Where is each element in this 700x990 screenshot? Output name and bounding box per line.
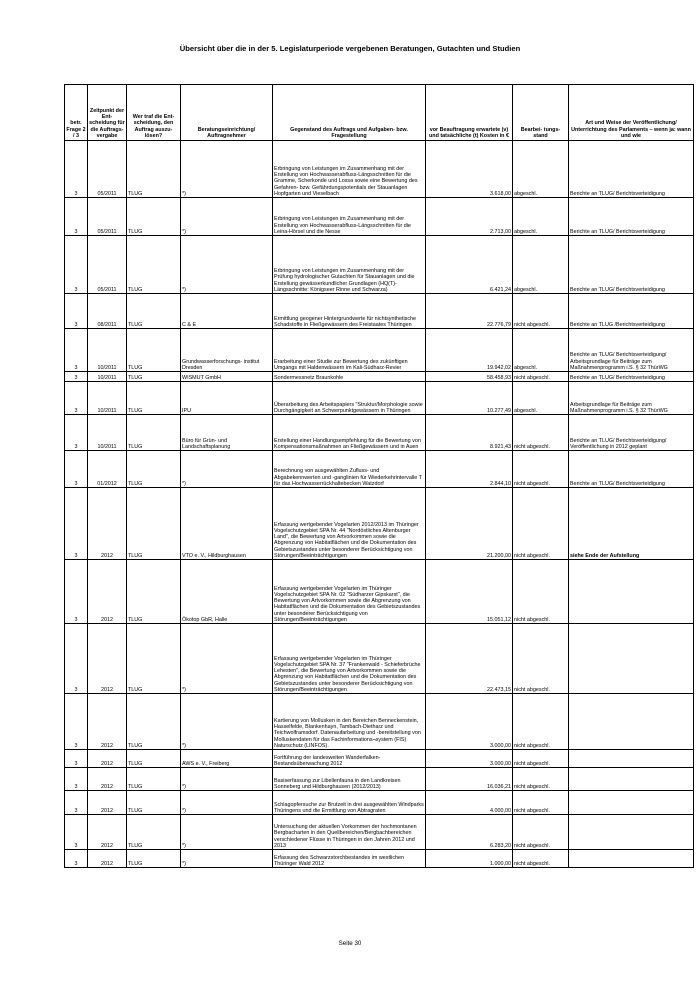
cell-kosten: 10.277,49 [426,382,513,415]
cell-veroeff: Berichte an TLUG/ Berichtsverteidigung/ Arbeitsgrundlage für Beiträge zum Maßnahmenprogramm i.S. § 32 ThürWG [569,329,694,372]
cell-veroeff: siehe Ende der Aufstellung [569,488,694,560]
cell-wer: TLUG [127,236,181,294]
header-gegenstand: Gegenstand des Auftrags und Aufgaben- bzw. Fragestellung [273,85,426,141]
cell-wer: TLUG [127,294,181,329]
cell-wer: TLUG [127,451,181,488]
cell-stand: nicht abgeschl. [513,791,569,815]
cell-veroeff [569,791,694,815]
page-title: Übersicht über die in der 5. Legislaturperiode vergebenen Beratungen, Gutachten und Studien [179,44,521,53]
cell-gegenstand: Sondermessnetz Braunkohle [273,372,426,382]
cell-stand: nicht abgeschl. [513,850,569,868]
cell-stand: nicht abgeschl. [513,815,569,850]
cell-kosten: 22.776,79 [426,294,513,329]
cell-gegenstand: Ermittlung geogener Hintergrundwerte für nichtsynthetische Schadstoffe in Fließgewässern des Freistaates Thüringen [273,294,426,329]
cell-kosten: 19.942,02 [426,329,513,372]
cell-einrichtung: Büro für Grün- und Landschaftsplanung [181,415,273,451]
cell-gegenstand: Erfassung wertgebender Vogelarten 2012/2013 im Thüringer Vogelschutzgebiet SPA Nr. 44 "Nordöstliches Altenburger Land", die Bewertung von Artvorkommen sowie die Abgrenzung von Habitatflächen und die Dokumentation des Gebietszustandes unter besonderer Berücksichtigung von Störungen/Beeinträchtigungen [273,488,426,560]
cell-veroeff: Arbeitsgrundlage für Beiträge zum Maßnahmenprogramm i.S. § 32 ThürWG [569,382,694,415]
table-row [65,329,694,372]
cell-stand: nicht abgeschl. [513,372,569,382]
table-row [65,560,694,624]
cell-veroeff [569,560,694,624]
cell-kosten: 6.421,24 [426,236,513,294]
cell-einrichtung: AWS e. V., Freiberg [181,750,273,768]
cell-wer: TLUG [127,850,181,868]
cell-einrichtung: Ökotop GbR, Halle [181,560,273,624]
cell-einrichtung: *) [181,236,273,294]
header-einrichtung: Beratungseinrichtung/ Auftragnehmer [181,85,273,141]
cell-einrichtung: *) [181,768,273,791]
cell-frage: 3 [65,294,88,329]
cell-einrichtung: IPU [181,382,273,415]
cell-datum: 2012 [88,815,127,850]
cell-wer: TLUG [127,488,181,560]
cell-gegenstand: Basiserfassung zur Libellenfauna in den Landkreisen Sonneberg und Hildburghausen (2012/2013) [273,768,426,791]
cell-stand: nicht abgeschl. [513,488,569,560]
cell-gegenstand: Erfassung des Schwarzstorchbestandes im westlichen Thüringer Wald 2012 [273,850,426,868]
table-row [65,791,694,815]
cell-frage: 3 [65,329,88,372]
cell-stand: nicht abgeschl. [513,624,569,694]
table-row [65,768,694,791]
cell-stand: nicht abgeschl. [513,750,569,768]
cell-veroeff: Berichte an TLUG/ Berichtsverteidigung/ Veröffentlichung in 2012 geplant [569,415,694,451]
table-row [65,198,694,236]
cell-veroeff: Berichte an TLUG/ Berichtsverteidigung [569,141,694,198]
cell-wer: TLUG [127,382,181,415]
cell-wer: TLUG [127,372,181,382]
table-row [65,382,694,415]
cell-gegenstand: Erarbeitung einer Studie zur Bewertung des zukünftigen Umgangs mit Haldenwässern im Kali-Südharz-Revier [273,329,426,372]
cell-frage: 3 [65,198,88,236]
cell-stand: abgeschl. [513,382,569,415]
cell-wer: TLUG [127,694,181,750]
cell-wer: TLUG [127,560,181,624]
cell-wer: TLUG [127,750,181,768]
cell-einrichtung: Grundwasserforschungs- institut Dresden [181,329,273,372]
header-veroeff: Art und Weise der Veröffentlichung/ Unterrichtung des Parlaments – wenn ja: wann und wie [569,85,694,141]
cell-gegenstand: Überarbeitung des Arbeitspapiers "Struktur/Morphologie sowie Durchgängigkeit an Schwerpunktgewässern in Thüringen [273,382,426,415]
cell-frage: 3 [65,694,88,750]
cell-einrichtung: *) [181,624,273,694]
table-row [65,451,694,488]
cell-datum: 2012 [88,750,127,768]
cell-frage: 3 [65,236,88,294]
table-row [65,694,694,750]
cell-datum: 05/2011 [88,141,127,198]
cell-kosten: 1.000,00 [426,850,513,868]
cell-veroeff [569,768,694,791]
cell-frage: 3 [65,750,88,768]
cell-wer: TLUG [127,791,181,815]
cell-kosten: 16.036,21 [426,768,513,791]
cell-gegenstand: Erbringung von Leistungen im Zusammenhang mit der Erstellung von Hochwasserabfluss-Längsschnitten für die Gramme, Scherkonde und Lossa sowie eine Bewertung des Gefahren- bzw. Gefährdungspotentials der Stauanlagen Hopfgarten und Vieselbach [273,141,426,198]
table-row [65,488,694,560]
cell-frage: 3 [65,141,88,198]
cell-gegenstand: Untersuchung der aktuellen Vorkommen der hochmontanen Bergbacharten in den Quellbereichen/Bergbachbereichen verschiedener Flüsse in Thüringen in den Jahren 2012 und 2013 [273,815,426,850]
cell-stand: nicht abgeschl. [513,560,569,624]
cell-gegenstand: Schlagopfersuche zur Brutzeit in drei ausgewählten Windparks Thüringens und die Ermittlung von Abtragraten [273,791,426,815]
cell-frage: 3 [65,372,88,382]
cell-datum: 10/2011 [88,372,127,382]
page-number: Seite 30 [338,940,362,947]
table-row [65,372,694,382]
cell-stand: nicht abgeschl. [513,294,569,329]
cell-frage: 3 [65,382,88,415]
cell-frage: 3 [65,815,88,850]
cell-veroeff [569,850,694,868]
cell-gegenstand: Erbringung von Leistungen im Zusammenhang mit der Prüfung hydrologischer Gutachten für Stauanlagen und die Erstellung gewässerkundlicher Grundlagen (HQ(T)-Längsschnitte: Königseer Rinne und Schwarza) [273,236,426,294]
cell-wer: TLUG [127,768,181,791]
cell-kosten: 3.618,00 [426,141,513,198]
table-row [65,294,694,329]
cell-kosten: 3.000,00 [426,750,513,768]
cell-einrichtung: C & E [181,294,273,329]
cell-gegenstand: Erfassung wertgebender Vogelarten im Thüringer Vogelschutzgebiet SPA Nr. 02 "Südharzer Gipskarst", die Bewertung von Artvorkommen sowie die Abgrenzung von Habitatflächen und die Dokumentation des Gebietszustandes unter besonderer Berücksichtigung von Störungen/Beeinträchtigungen [273,560,426,624]
cell-gegenstand: Erstellung einer Handlungsempfehlung für die Bewertung von Kompensationsmaßnahmen an Fließgewässern und in Auen [273,415,426,451]
cell-frage: 3 [65,791,88,815]
cell-datum: 10/2011 [88,415,127,451]
cell-kosten: 4.000,00 [426,791,513,815]
cell-stand: abgeschl. [513,236,569,294]
cell-stand: nicht abgeschl. [513,768,569,791]
table-row [65,141,694,198]
cell-frage: 3 [65,624,88,694]
cell-kosten: 2.713,00 [426,198,513,236]
table-row [65,236,694,294]
cell-kosten: 15.051,12 [426,560,513,624]
cell-stand: abgeschl. [513,141,569,198]
cell-einrichtung: *) [181,141,273,198]
header-frage: betr. Frage 2 / 3 [65,85,88,141]
cell-veroeff [569,624,694,694]
table-row [65,850,694,868]
cell-datum: 2012 [88,624,127,694]
cell-stand: abgeschl. [513,198,569,236]
header-stand: Bearbei- tungs- stand [513,85,569,141]
cell-kosten: 6.283,20 [426,815,513,850]
cell-frage: 3 [65,415,88,451]
cell-einrichtung: *) [181,451,273,488]
cell-gegenstand: Berechnung von ausgewählten Zufluss- und Abgabekennwerten und -ganglinien für Wiederkehrintervalle T für das Hochwasserrückhaltebecken Watzdorf [273,451,426,488]
cell-datum: 10/2011 [88,382,127,415]
header-kosten: vor Beauftragung erwartete (v) und tatsächliche (t) Kosten in € [426,85,513,141]
table-row [65,750,694,768]
table-row [65,415,694,451]
cell-veroeff [569,750,694,768]
cell-veroeff: Berichte an TLUG /Berichtsverteidigung [569,294,694,329]
cell-veroeff: Berichte an TLUG/ Berichtsverteidigung [569,372,694,382]
cell-kosten: 3.000,00 [426,694,513,750]
cell-wer: TLUG [127,624,181,694]
cell-datum: 2012 [88,768,127,791]
cell-datum: 2012 [88,488,127,560]
cell-datum: 2012 [88,850,127,868]
cell-frage: 3 [65,451,88,488]
cell-frage: 3 [65,850,88,868]
cell-frage: 3 [65,768,88,791]
cell-datum: 2012 [88,791,127,815]
cell-einrichtung: *) [181,850,273,868]
cell-gegenstand: Kartierung von Mollusken in den Bereichen Benneckenstein, Hasselfelde, Blankenhayn, Tambach-Dietharz und Teichwolframsdorf. Datenaufarbeitung und -bereitstellung von Molluskendaten für das Fachinformations¬system (FIS) Naturschutz (LINFOS). [273,694,426,750]
cell-veroeff [569,694,694,750]
cell-stand: nicht abgeschl. [513,451,569,488]
cell-datum: 01/2012 [88,451,127,488]
cell-veroeff: Berichte an TLUG/ Berichtsverteidigung [569,198,694,236]
cell-kosten: 21.200,00 [426,488,513,560]
cell-stand: abgeschl. [513,329,569,372]
cell-einrichtung: *) [181,815,273,850]
cell-wer: TLUG [127,198,181,236]
cell-einrichtung: *) [181,694,273,750]
cell-wer: TLUG [127,815,181,850]
cell-kosten: 22.473,15 [426,624,513,694]
table-row [65,815,694,850]
cell-gegenstand: Erfassung wertgebender Vogelarten im Thüringer Vogelschutzgebiet SPA Nr. 37 "Frankenwald - Schieferbrüche Lehesten", die Bewertung von Artvorkommen sowie die Abgrenzung von Habitatflächen und die Dokumentation des Gebietszustandes unter besonderer Berücksichtigung von Störungen/Beeinträchtigungen [273,624,426,694]
cell-gegenstand: Fortführung der landesweiten Wanderfalken-Bestandsüberwachung 2012 [273,750,426,768]
cell-datum: 05/2011 [88,236,127,294]
cell-stand: nicht abgeschl. [513,415,569,451]
cell-veroeff: Berichte an TLUG/ Berichtsverteidigung [569,451,694,488]
cell-frage: 3 [65,560,88,624]
cell-veroeff [569,815,694,850]
cell-einrichtung: *) [181,791,273,815]
cell-frage: 3 [65,488,88,560]
contracts-table [64,84,694,868]
cell-kosten: 8.921,43 [426,415,513,451]
cell-datum: 2012 [88,560,127,624]
table-row [65,624,694,694]
cell-einrichtung: *) [181,198,273,236]
header-row [65,85,694,141]
cell-wer: TLUG [127,329,181,372]
cell-kosten: 2.844,10 [426,451,513,488]
header-zeitpunkt: Zeitpunkt der Ent- scheidung für die Auftrags- vergabe [88,85,127,141]
cell-wer: TLUG [127,141,181,198]
cell-stand: nicht abgeschl. [513,694,569,750]
cell-kosten: 58.458,93 [426,372,513,382]
cell-datum: 2012 [88,694,127,750]
cell-wer: TLUG [127,415,181,451]
cell-datum: 05/2011 [88,198,127,236]
cell-datum: 10/2011 [88,329,127,372]
cell-veroeff: Berichte an TLUG/ Berichtsverteidigung [569,236,694,294]
cell-datum: 08/2011 [88,294,127,329]
cell-gegenstand: Erbringung von Leistungen im Zusammenhang mit der Erstellung von Hochwasserabfluss-Längsschnitten für die Leina-Hörsel und die Nesse [273,198,426,236]
cell-einrichtung: WISMUT GmbH [181,372,273,382]
cell-einrichtung: VTO e. V., Hildburghausen [181,488,273,560]
header-wer: Wer traf die Ent- scheidung, den Auftrag auszu- lösen? [127,85,181,141]
